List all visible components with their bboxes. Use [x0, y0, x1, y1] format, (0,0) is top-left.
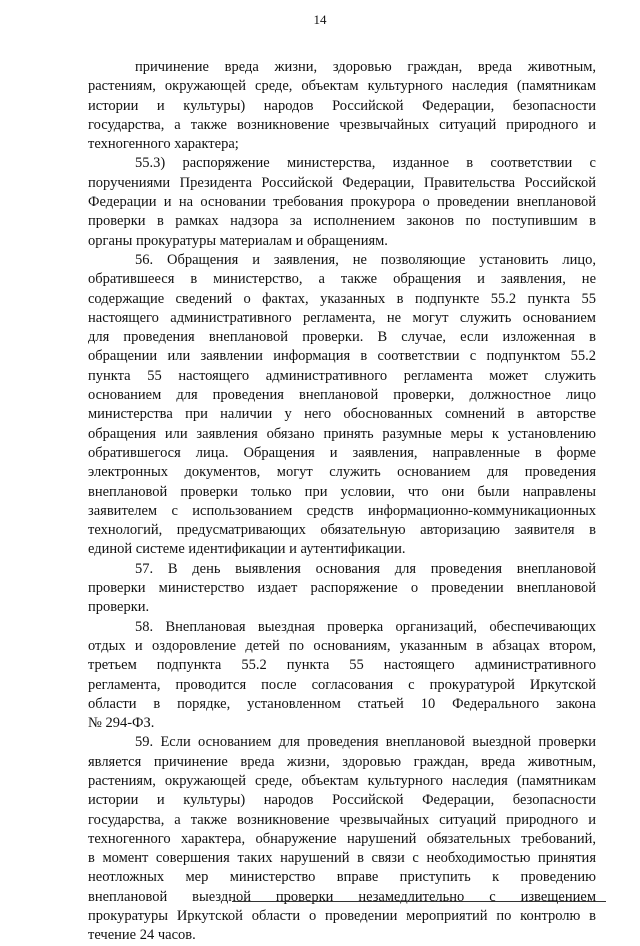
text-line: регламента, проводится после согласования с прокуратурой Иркутской: [88, 676, 596, 693]
text-line: течение 24 часов.: [88, 927, 196, 944]
text-line: причинение вреда жизни, здоровью граждан, вреда животным,: [135, 59, 596, 75]
text-line: органы прокуратуры материалам и обращениям.: [88, 232, 388, 249]
paragraph-55-3: [88, 154, 596, 250]
text-line: 57. В день выявления основания для проведения внеплановой: [135, 560, 596, 577]
text-line: 58. Внеплановая выездная проверка организаций, обеспечивающих: [135, 618, 596, 635]
text-line: обратившегося лица. Обращения и заявления, направленные в форме: [88, 444, 596, 461]
paragraph-59: [88, 733, 596, 945]
text-line: заявителем с использованием средств информационно-коммуникационных: [88, 502, 596, 519]
text-line: технологий, предусматривающих обязательную авторизацию заявителя в: [88, 522, 596, 539]
text-line: растениям, окружающей среде, объектам культурного наследия (памятникам: [88, 78, 596, 95]
text-line: истории и культуры) народов Российской Федерации, безопасности: [88, 97, 596, 114]
text-line: министерства при наличии у него обоснованных сомнений в авторстве: [88, 406, 596, 423]
text-line: государства, а также возникновение чрезвычайных ситуаций природного и: [88, 116, 596, 133]
text-line: 55.3) распоряжение министерства, изданное в соответствии с: [135, 155, 596, 172]
text-line: в момент совершения таких нарушений в связи с необходимостью принятия: [88, 850, 596, 867]
text-line: растениям, окружающей среде, объектам культурного наследия (памятникам: [88, 772, 596, 789]
paragraph-57: [88, 560, 596, 618]
paragraph-56: [88, 251, 596, 560]
text-line: прокуратуры Иркутской области о проведении мероприятий по контролю в: [88, 908, 596, 925]
paragraph-58: [88, 618, 596, 734]
text-line: третьем подпункта 55.2 пункта 55 настоящего административного: [88, 657, 596, 674]
text-line: № 294-ФЗ.: [88, 715, 155, 732]
text-line: 56. Обращения и заявления, не позволяющие установить лицо,: [135, 251, 596, 268]
text-line: Федерации и на основании требования прокурора о проведении внеплановой: [88, 194, 596, 211]
text-line: обращении или заявлении информация в соответствии с подпунктом 55.2: [88, 348, 596, 365]
text-line: внеплановой проверки только при условии, что они были направлены: [88, 483, 596, 500]
text-line: единой системе идентификации и аутентификации.: [88, 541, 406, 558]
text-line: содержащие сведений о фактах, указанных в подпункте 55.2 пункта 55: [88, 290, 596, 307]
text-line: поручениями Президента Российской Федерации, Правительства Российской: [88, 174, 596, 191]
text-line: обращения или заявления обязано принять разумные меры к установлению: [88, 425, 596, 442]
page-number: 14: [313, 12, 327, 27]
text-line: государства, а также возникновение чрезвычайных ситуаций природного и: [88, 811, 596, 828]
text-line: настоящего административного регламента, не могут служить основанием: [88, 309, 596, 326]
text-line: проверки министерство издает распоряжение о проведении внеплановой: [88, 580, 596, 597]
text-line: обратившееся в министерство, а также обращения и заявления, не: [88, 271, 596, 288]
footer-divider: [232, 901, 606, 902]
text-line: проверки.: [88, 599, 150, 616]
text-line: техногенного характера, обнаружение нарушений обязательных требований,: [88, 830, 596, 847]
text-line: для проведения внеплановой проверки. В случае, если изложенная в: [88, 329, 596, 346]
text-line: области в порядке, установленном статьей 10 Федерального закона: [88, 695, 596, 712]
text-line: внеплановой выездной проверки незамедлительно с извещением: [88, 888, 596, 905]
text-line: является причинение вреда жизни, здоровью граждан, вреда животным,: [88, 753, 596, 770]
text-line: отдых и оздоровление детей по основаниям, указанным в абзацах втором,: [88, 637, 596, 654]
text-line: основанием для проведения внеплановой проверки, должностное лицо: [88, 387, 596, 404]
paragraph-continuation: [88, 58, 596, 154]
text-line: 59. Если основанием для проведения внеплановой выездной проверки: [135, 734, 596, 751]
text-line: техногенного характера;: [88, 136, 239, 153]
text-line: истории и культуры) народов Российской Федерации, безопасности: [88, 792, 596, 809]
document-body: [88, 58, 596, 946]
text-line: неотложных мер министерство вправе приступить к проведению: [88, 869, 596, 886]
text-line: проверки в рамках надзора за исполнением законов по поступившим в: [88, 213, 596, 230]
text-line: электронных документов, могут служить основанием для проведения: [88, 464, 596, 481]
text-line: пункта 55 настоящего административного регламента может служить: [88, 367, 596, 384]
